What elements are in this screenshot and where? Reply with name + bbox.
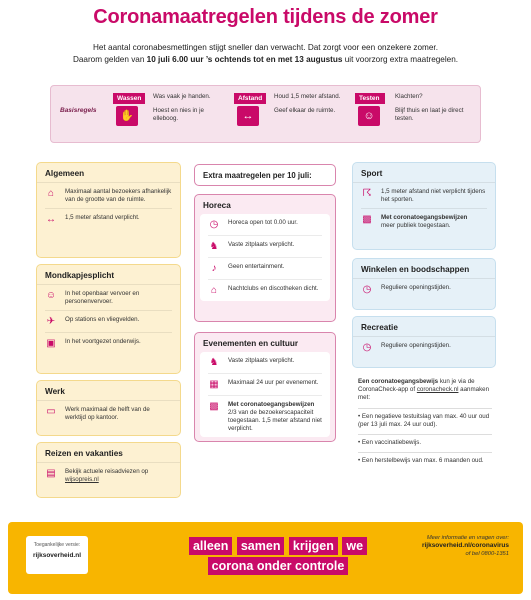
plane-icon: ✈ (46, 316, 56, 327)
calendar-icon: ▦ (209, 379, 219, 390)
list-item (200, 258, 330, 279)
qr-icon: ▩ (209, 401, 219, 412)
mask-icon: ☺ (45, 290, 57, 301)
item-text: Werk maximaal de helft van de werktijd op kantoor. (65, 406, 150, 421)
item-text: Reguliere openingstijden. (381, 342, 451, 349)
hands-icon: ✋ (116, 106, 138, 126)
list-item (200, 214, 330, 235)
rule-text (395, 93, 471, 123)
item-text: Horeca open tot 0.00 uur. (228, 219, 298, 226)
clock-icon: ◷ (209, 219, 219, 230)
list-item (37, 333, 180, 354)
evenementen-title: Evenementen en cultuur (203, 339, 299, 348)
rule-text-2: Blijf thuis en laat je direct testen. (395, 107, 464, 122)
slogan-word: we (342, 537, 367, 555)
winkelen-box (352, 258, 496, 310)
footer-banner (8, 522, 523, 594)
werk-title: Werk (37, 381, 180, 401)
list-item (37, 463, 180, 488)
item-text: In het voortgezet onderwijs. (65, 338, 141, 345)
list-item (353, 183, 495, 208)
intro-text (20, 42, 511, 66)
item-text: Nachtclubs en discotheken dicht. (228, 285, 319, 292)
rule-text-1: Klachten? (395, 93, 423, 100)
toegang-bullet: • Een negatieve testuitslag van max. 40 uur oud (per 13 juli max. 24 uur oud). (358, 408, 492, 429)
item-text (65, 468, 172, 484)
item-bold: Met coronatoegangsbewijzen (228, 401, 315, 408)
recreatie-box (352, 316, 496, 368)
slogan-line-2-text: corona onder controle (208, 557, 349, 575)
evenementen-list (200, 352, 330, 437)
list-item (37, 311, 180, 332)
list-item (200, 280, 330, 301)
toegang-bullet: • Een vaccinatiebewijs. (358, 434, 492, 447)
item-text (228, 401, 322, 433)
basisregels-label: Basisregels (60, 107, 97, 114)
clock-icon: ◷ (362, 284, 372, 295)
rule-afstand (234, 93, 348, 137)
distance-icon: ↔ (237, 106, 259, 126)
list-item (37, 209, 180, 230)
slogan-word: krijgen (289, 537, 338, 555)
intro-line-2a: Daarom gelden van (72, 55, 147, 64)
item-text: Geen entertainment. (228, 263, 285, 270)
slogan-line-1 (188, 536, 368, 556)
distance-icon: ↔ (46, 214, 56, 225)
rule-text (274, 93, 350, 115)
bullet-text: Een herstelbewijs van max. 6 maanden oud. (361, 457, 484, 464)
rule-wassen (113, 93, 227, 137)
coronacheck-link[interactable]: coronacheck.nl (416, 386, 459, 393)
algemeen-title: Algemeen (37, 163, 180, 183)
club-icon: ⌂ (210, 285, 218, 296)
reizen-title: Reizen en vakanties (37, 443, 180, 463)
algemeen-box (36, 162, 181, 258)
clock-icon: ◷ (362, 342, 372, 353)
list-item (200, 352, 330, 373)
wijsopreis-link[interactable]: wijsopreis.nl (65, 476, 99, 483)
winkelen-title: Winkelen en boodschappen (353, 259, 495, 279)
slogan-word: samen (237, 537, 285, 555)
sport-title: Sport (353, 163, 495, 183)
intro-line-2 (20, 54, 511, 66)
info-phone: of bel 0800-1351 (465, 551, 509, 557)
item-text: 1,5 meter afstand verplicht. (65, 214, 140, 221)
seat-icon: ♞ (209, 357, 219, 368)
item-bold: Met coronatoegangsbewijzen (381, 214, 468, 221)
item-text: Op stations en vliegvelden. (65, 316, 140, 323)
rule-tag: Testen (355, 93, 385, 104)
horeca-title: Horeca (203, 201, 231, 210)
desk-icon: ▭ (46, 406, 56, 417)
toegang-bold: Een coronatoegangsbewijs (358, 378, 439, 385)
toegang-intro-a: kun je via de CoronaCheck-app of (358, 378, 475, 393)
seat-icon: ♞ (209, 241, 219, 252)
toegang-intro-b: aanmaken met: (358, 386, 490, 401)
horeca-box (194, 194, 336, 322)
mondkapje-box (36, 264, 181, 374)
rule-text-1: Was vaak je handen. (153, 93, 211, 100)
runner-icon: ☈ (362, 188, 372, 199)
list-item (353, 209, 495, 234)
sport-box (352, 162, 496, 250)
rule-text-2: Geef elkaar de ruimte. (274, 107, 336, 114)
list-item (200, 236, 330, 257)
horeca-list (200, 214, 330, 301)
list-item (353, 337, 495, 358)
item-text: In het openbaar vervoer en personenvervoer. (65, 290, 140, 305)
footer-info (389, 534, 509, 558)
extra-title: Extra maatregelen per 10 juli: (203, 171, 312, 180)
toegankelijke-versie (26, 536, 88, 574)
intro-dates: 10 juli 6.00 uur ’s ochtends tot en met 13 augustus (146, 55, 343, 64)
intro-line-1: Het aantal coronabesmettingen stijgt sneller dan verwacht. Dat zorgt voor een onzekere zomer. (93, 43, 438, 52)
list-item (37, 183, 180, 208)
item-text (381, 214, 467, 230)
list-item (37, 401, 180, 426)
item-text: Reguliere openingstijden. (381, 284, 451, 291)
qr-icon: ▩ (362, 214, 372, 225)
basisregels-panel (50, 85, 481, 143)
extra-header (194, 164, 336, 186)
list-item (353, 279, 495, 300)
item-text-prefix: Bekijk actuele reisadviezen op (65, 468, 149, 475)
suitcase-icon: ▤ (46, 468, 56, 479)
rule-text (153, 93, 229, 123)
music-icon: ♪ (211, 263, 217, 274)
slogan-line-2 (188, 556, 368, 576)
item-text: Vaste zitplaats verplicht. (228, 241, 295, 248)
rijksoverheid-link[interactable]: rijksoverheid.nl (32, 552, 82, 559)
mondkapje-title: Mondkapjesplicht (37, 265, 180, 285)
toegang-bullet: • Een herstelbewijs van max. 6 maanden oud. (358, 452, 492, 465)
item-text: Vaste zitplaats verplicht. (228, 357, 295, 364)
list-item (37, 285, 180, 310)
item-text: Maximaal aantal bezoekers afhankelijk van de grootte van de ruimte. (65, 188, 172, 203)
list-item (200, 396, 330, 437)
item-text: Maximaal 24 uur per evenement. (228, 379, 319, 386)
bullet-text: Een negatieve testuitslag van max. 40 uur oud (per 13 juli max. 24 uur oud). (358, 413, 490, 428)
rule-tag: Afstand (234, 93, 266, 104)
rule-tag: Wassen (113, 93, 145, 104)
item-text: 1,5 meter afstand niet verplicht tijdens het sporten. (381, 188, 486, 203)
test-icon: ☺ (358, 106, 380, 126)
list-item (200, 374, 330, 395)
slogan (188, 536, 368, 576)
house-icon: ⌂ (47, 188, 55, 199)
reizen-box (36, 442, 181, 498)
rule-text-1: Houd 1,5 meter afstand. (274, 93, 341, 100)
intro-line-2c: uit voorzorg extra maatregelen. (342, 55, 459, 64)
item-text-body: 2/3 van de bezoekerscapaciteit toegestaan. 1,5 meter afstand niet verplicht. (228, 409, 322, 432)
rule-testen (355, 93, 469, 137)
backpack-icon: ▣ (46, 338, 56, 349)
evenementen-box (194, 332, 336, 442)
item-text-body: meer publiek toegestaan. (381, 222, 451, 229)
recreatie-title: Recreatie (353, 317, 495, 337)
coronavirus-link[interactable]: rijksoverheid.nl/coronavirus (421, 542, 509, 549)
bullet-text: Een vaccinatiebewijs. (361, 439, 422, 446)
slogan-word: alleen (189, 537, 232, 555)
info-small-text: Meer informatie en vragen over: (426, 535, 509, 541)
page-title: Coronamaatregelen tijdens de zomer (93, 6, 438, 28)
toegang-intro (358, 378, 492, 402)
toegangsbewijs-info (358, 378, 492, 465)
web-small-text: Toegankelijke versie: (33, 542, 81, 548)
rule-text-2: Hoest en nies in je elleboog. (153, 107, 204, 122)
werk-box (36, 380, 181, 436)
